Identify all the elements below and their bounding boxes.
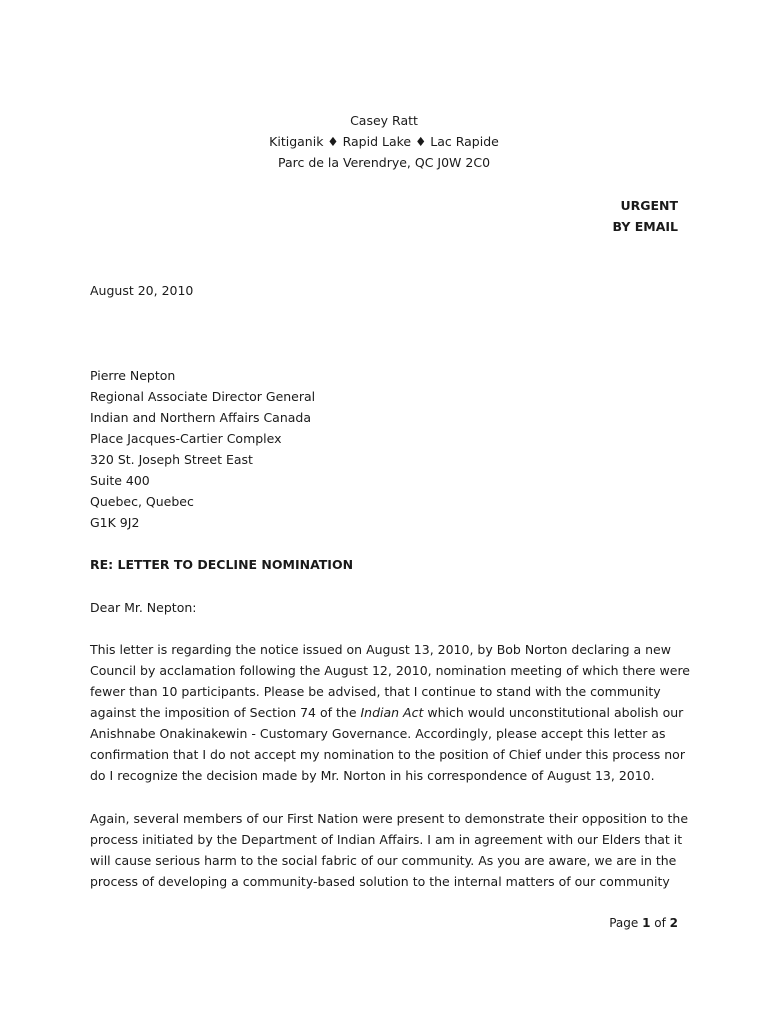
by-email-flag: BY EMAIL bbox=[612, 219, 678, 234]
recipient-line: G1K 9J2 bbox=[90, 515, 140, 530]
paragraph-text: against the imposition of Section 74 of the bbox=[90, 705, 361, 720]
salutation: Dear Mr. Nepton: bbox=[90, 600, 197, 615]
page-label: Page bbox=[609, 916, 643, 930]
recipient-line: Pierre Nepton bbox=[90, 368, 176, 383]
page-total: 2 bbox=[669, 916, 678, 930]
paragraph-line: Again, several members of our First Nation were present to demonstrate their opposition to the bbox=[90, 811, 689, 826]
paragraph-line: Anishnabe Onakinakewin - Customary Governance. Accordingly, please accept this letter as bbox=[90, 726, 666, 741]
body-paragraph-1 bbox=[90, 639, 690, 786]
page-current: 1 bbox=[642, 916, 651, 930]
paragraph-line: This letter is regarding the notice issued on August 13, 2010, by Bob Norton declaring a new bbox=[90, 642, 671, 657]
recipient-line: Place Jacques-Cartier Complex bbox=[90, 431, 282, 446]
sender-address: Parc de la Verendrye, QC J0W 2C0 bbox=[277, 155, 491, 170]
letter-date: August 20, 2010 bbox=[90, 283, 194, 298]
act-title: Indian Act bbox=[360, 705, 424, 720]
paragraph-line: fewer than 10 participants. Please be advised, that I continue to stand with the community bbox=[90, 684, 661, 699]
paragraph-line: confirmation that I do not accept my nomination to the position of Chief under this process nor bbox=[90, 747, 685, 762]
paragraph-line: process initiated by the Department of Indian Affairs. I am in agreement with our Elders that it bbox=[90, 832, 683, 847]
recipient-line: Regional Associate Director General bbox=[90, 389, 316, 404]
page-number bbox=[609, 913, 678, 934]
paragraph-line bbox=[90, 702, 690, 723]
paragraph-line: Council by acclamation following the August 12, 2010, nomination meeting of which there were bbox=[90, 663, 690, 678]
sender-community: Kitiganik ♦ Rapid Lake ♦ Lac Rapide bbox=[269, 134, 499, 149]
paragraph-line: process of developing a community-based solution to the internal matters of our community bbox=[90, 874, 670, 889]
page-of: of bbox=[650, 916, 670, 930]
paragraph-line: will cause serious harm to the social fabric of our community. As you are aware, we are in the bbox=[90, 853, 677, 868]
recipient-line: Indian and Northern Affairs Canada bbox=[90, 410, 312, 425]
paragraph-line: do I recognize the decision made by Mr. Norton in his correspondence of August 13, 2010. bbox=[90, 768, 655, 783]
recipient-line: 320 St. Joseph Street East bbox=[90, 452, 253, 467]
recipient-line: Suite 400 bbox=[90, 473, 150, 488]
sender-name: Casey Ratt bbox=[350, 113, 418, 128]
urgent-flag: URGENT bbox=[620, 198, 678, 213]
paragraph-text: which would unconstitutional abolish our bbox=[423, 705, 684, 720]
recipient-line: Quebec, Quebec bbox=[90, 494, 194, 509]
body-paragraph-2 bbox=[90, 808, 690, 892]
subject-line: RE: LETTER TO DECLINE NOMINATION bbox=[90, 557, 354, 572]
